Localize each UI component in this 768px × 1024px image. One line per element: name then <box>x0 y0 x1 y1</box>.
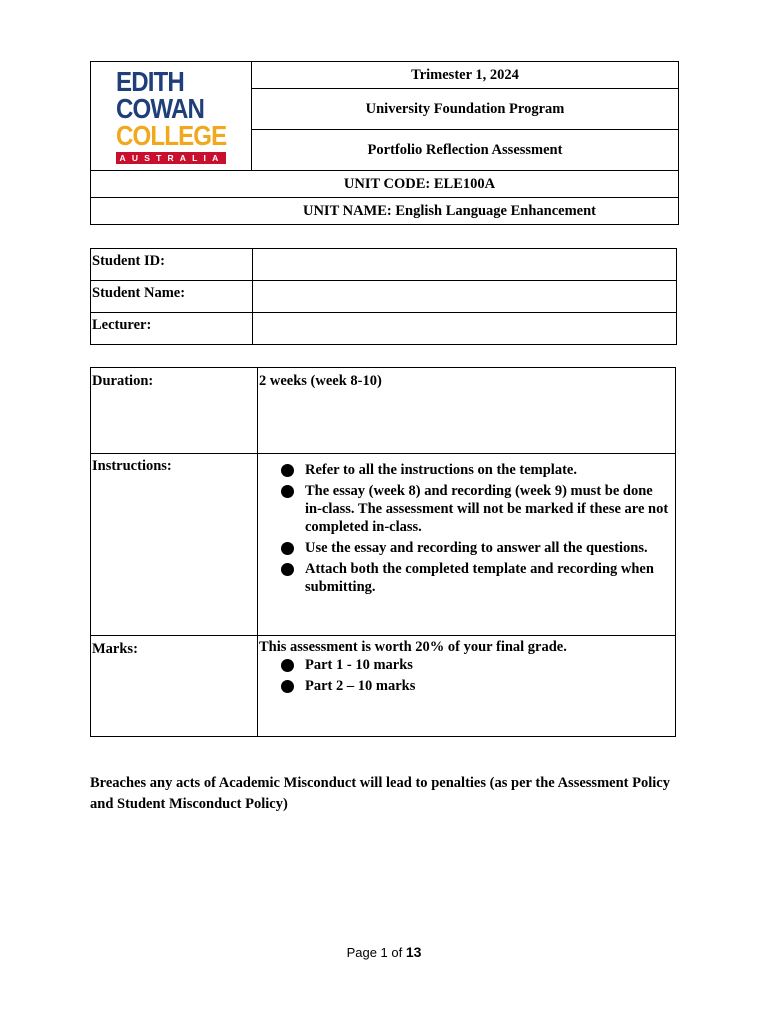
assessment-details-table <box>90 367 676 737</box>
bullet-icon <box>281 485 294 498</box>
bullet-icon <box>281 563 294 576</box>
college-logo <box>116 68 228 164</box>
instruction-text: Refer to all the instructions on the template. <box>305 462 577 478</box>
unit-code-cell: UNIT CODE: ELE100A <box>91 171 679 198</box>
list-item <box>259 539 675 557</box>
instruction-text: The essay (week 8) and recording (week 9) must be done in-class. The assessment will not be marked if these are not completed in-class. <box>305 483 669 535</box>
student-name-label: Student Name: <box>91 281 253 313</box>
assessment-cell: Portfolio Reflection Assessment <box>252 130 679 171</box>
bullet-icon <box>281 680 294 693</box>
instructions-cell <box>258 454 676 636</box>
marks-text: Part 1 - 10 marks <box>305 657 413 673</box>
lecturer-label: Lecturer: <box>91 313 253 345</box>
marks-cell <box>258 636 676 737</box>
student-name-field[interactable] <box>253 281 677 313</box>
duration-label: Duration: <box>91 368 258 454</box>
trimester-cell: Trimester 1, 2024 <box>252 62 679 89</box>
instruction-text: Attach both the completed template and recording when submitting. <box>305 561 654 595</box>
logo-country-bar: AUSTRALIA <box>116 152 226 164</box>
marks-list <box>259 656 675 695</box>
page-total: 13 <box>405 944 422 960</box>
bullet-icon <box>281 464 294 477</box>
logo-line-1: EDITH <box>116 66 184 97</box>
academic-misconduct-notice: Breaches any acts of Academic Misconduct will lead to penalties (as per the Assessment Policy and Student Misconduct Policy) <box>90 775 670 812</box>
program-cell: University Foundation Program <box>252 89 679 130</box>
page-number-prefix: Page 1 of <box>346 945 403 960</box>
list-item <box>259 482 675 536</box>
list-item <box>259 560 675 596</box>
header-table <box>90 61 679 225</box>
student-id-label: Student ID: <box>91 249 253 281</box>
marks-label: Marks: <box>91 636 258 737</box>
instruction-text: Use the essay and recording to answer all the questions. <box>305 540 648 556</box>
instructions-list <box>259 461 675 596</box>
duration-value: 2 weeks (week 8-10) <box>258 368 676 454</box>
bullet-icon <box>281 659 294 672</box>
unit-name-cell: UNIT NAME: English Language Enhancement <box>91 198 679 225</box>
student-id-field[interactable] <box>253 249 677 281</box>
marks-intro: This assessment is worth 20% of your final grade. <box>259 639 567 655</box>
student-info-table <box>90 248 677 345</box>
page-footer <box>0 944 768 960</box>
list-item <box>259 461 675 479</box>
logo-line-3: COLLEGE <box>116 120 227 151</box>
lecturer-field[interactable] <box>253 313 677 345</box>
logo-cell <box>91 62 252 171</box>
list-item <box>259 656 675 674</box>
marks-text: Part 2 – 10 marks <box>305 678 416 694</box>
logo-line-2: COWAN <box>116 93 205 124</box>
list-item <box>259 677 675 695</box>
instructions-label: Instructions: <box>91 454 258 636</box>
bullet-icon <box>281 542 294 555</box>
